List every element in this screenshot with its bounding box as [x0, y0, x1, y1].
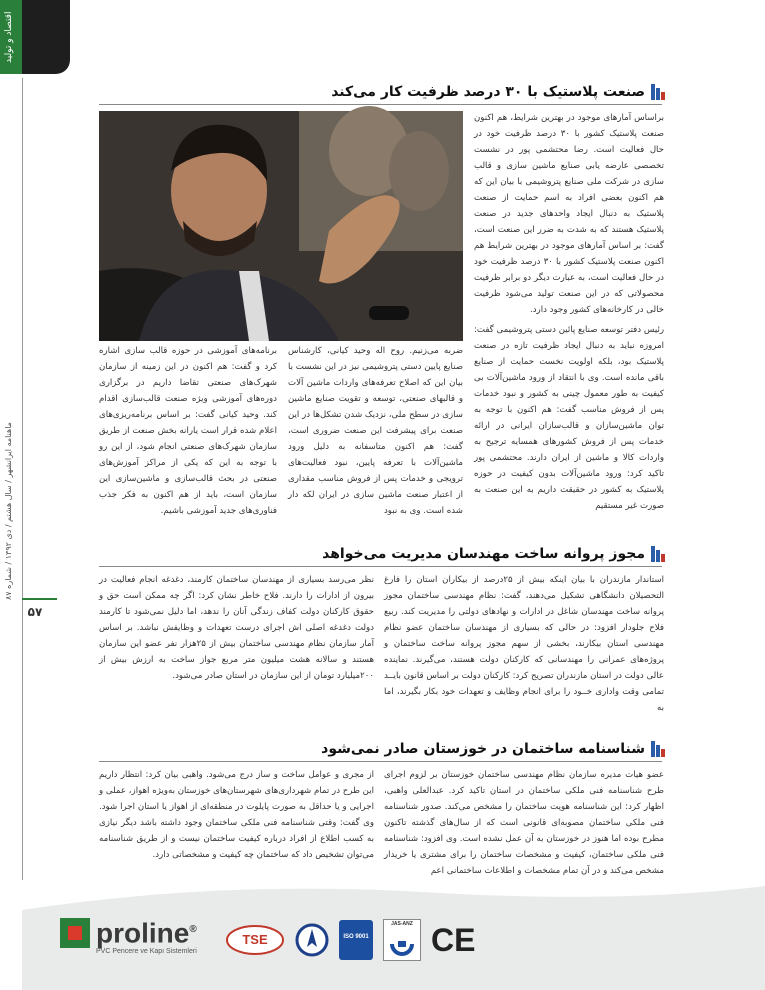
article3-title: شناسنامه ساختمان در خوزستان صادر نمی‌شود [321, 741, 645, 757]
section-tab [0, 0, 70, 74]
proline-logo [60, 912, 210, 968]
proline-brand: proline [96, 917, 190, 949]
article1-title-row [331, 84, 665, 100]
certification-logos [225, 910, 495, 970]
article3-column-right: عضو هیات مدیره سازمان نظام مهندسی ساختمان خوزستان بر لزوم اجرای طرح شناسنامه فنی ملکی ساختمان در استان تاکید کرد. عبدالعلی واهبی، اظهار کرد: این شناسنامه هویت ساختمان را مشخص می‌کند. صدور شناسنامه فنی ملکی ساختمان مصوبه‌ای قانونی است که از سال‌های گذشته تاکنون مطرح بوده اما هنوز در خوزستان به آن عمل نشده است. وی افزود: شناسنامه فنی ملکی ساختمان، کیفیت و مشخصات ساختمان را برای مشتری یا خریدار مشخص می‌کند و در آن تمام مشخصات و اطلاعات ساختمانی اعم [384, 770, 664, 876]
emblem-icon [295, 923, 329, 957]
sidebar-divider [22, 78, 23, 990]
article3-title-rule [99, 761, 662, 762]
article2-column-left: نظر می‌رسد بسیاری از مهندسان ساختمان کارمند، دغدغه انجام فعالیت در بیرون از ادارات را دارند. فلاح خاطر نشان کرد: اگر چه ممکن است حق و حقوق کارکنان دولت کفاف زندگی آنان را ندهد، اما دلیل نمی‌شود تا کارمند دولت دغدغه اصلی اش اجرای درست تعهدات و وظایفش نباشد. بر اساس آمار سازمان نظام مهندسی ساختمان بیش از ۲۵هزار نفر عضو این سازمان هستند و سالانه هشت میلیون متر مربع جواز ساخت به ارزش بیش از ۲۰۰میلیارد تومان از این سازمان در استان صادر می‌شود. [99, 575, 374, 681]
article1-title-rule [99, 104, 662, 105]
article3-title-row [321, 741, 665, 757]
footer-wave-decoration [22, 880, 765, 910]
issue-line: ماهنامه ایرانشهر / سال هشتم / دی ۱۳۹۲ / شماره ۸۷ [4, 422, 13, 600]
registered-mark: ® [189, 924, 197, 935]
article1-column-right-bottom: رئیس دفتر توسعه صنایع پائین دستی پتروشیمی گفت: امروزه نباید به دنبال ایجاد ظرفیت تازه در صنعت پلاستیک بود، بلکه اولویت نخست حمایت از صنایع باقی مانده است. وی با انتقاد از ورود ماشین‌آلات بی کیفیت به طور معمول چینی به کشور و نبود خدمات پس از فروش مناسب گفت: هم اکنون با توجه به توان ماشین‌سازان و قالب‌سازان ایرانی در ارائه خدمات پس از فروش کشورهای همسایه ترجیح به واردات کالا و ماشین از ایران دارند. محتشمی پور تاکید کرد: ورود ماشین‌آلات بدون کیفیت در حوزه پلاستیک به کشور در حقیقت داریم به این صنعت به صورت غیر مستقیم [474, 325, 664, 511]
article2-title-row [322, 546, 665, 562]
proline-logo-mark [60, 918, 90, 948]
jas-anz-logo: JAS-ANZ [383, 919, 421, 961]
article1-title: صنعت پلاستیک با ۳۰ درصد ظرفیت کار می‌کند [331, 84, 645, 100]
article1-column-left: برنامه‌های آموزشی در حوزه قالب سازی اشاره کرد و گفت: هم اکنون در این زمینه از سازمان شهرک‌های صنعتی تقاضا داریم در برگزاری دوره‌های آموزشی ویژه صنعت قالب‌سازی اقدام کند. وحید کیانی گفت: بر اساس برنامه‌ریزی‌های اعلام شده قرار است یارانه بخش صنعت از طریق سازمان شهرک‌های صنعتی انجام شود، از این رو با توجه به این که یکی از مراکز آموزش‌های صنعتی در بحث قالب‌سازی و ماشین‌سازی این سازمان است، باید از هم اکنون به فکر جذب فناوری‌های جدید آموزشی باشیم. [99, 346, 277, 516]
bar-chart-icon [651, 546, 665, 562]
article2-title-rule [99, 566, 662, 567]
section-tab-label: اقتصاد و تولید [4, 11, 14, 63]
bar-chart-icon [651, 84, 665, 100]
ce-mark: CE [431, 922, 476, 958]
page-number: ۵۷ [27, 605, 43, 619]
article2-title: مجوز پروانه ساخت مهندسان مدیریت می‌خواهد [322, 546, 645, 562]
proline-tagline: PVC Pencere ve Kapı Sistemleri [96, 948, 197, 955]
article1-photo [99, 111, 463, 341]
article1-column-right-top: براساس آمارهای موجود در بهترین شرایط، هم اکنون صنعت پلاستیک کشور با ۳۰ درصد ظرفیت خود در حال فعالیت است. رضا محتشمی پور در نشست تخصصی عارضه یابی صنایع ماشین سازی و قالب سازی در شرکت ملی صنایع پتروشیمی با بیان این که هم اکنون بعضی افراد به اسم حمایت از صنعت پلاستیک به دنبال ایجاد واحدهای جدید در صنعت پلاستیک هستند که به شدت به ضرر این صنعت است، گفت: بر اساس آمارهای موجود در بهترین شرایط هم اکنون صنعت پلاستیک کشور با ۳۰ درصد ظرفیت خود در حال فعالیت است، به عبارت دیگر دو برابر ظرفیت محصولاتی که در این صنعت تولید می‌شود ظرفیت خالی در کارخانه‌های کشور وجود دارد. [474, 113, 664, 315]
bar-chart-icon [651, 741, 665, 757]
iso-logo: ISO 9001 [339, 920, 373, 960]
article3-column-left: از مجری و عوامل ساخت و ساز درج می‌شود. واهبی بیان کرد: انتظار داریم این طرح در تمام شهرداری‌های شهرستان‌های خوزستان به‌ویژه اهواز، عملی و اجرایی و یا حداقل به صورت پایلوت در منطقه‌ای از اهواز یا استان اجرا شود. وی گفت: وقتی شناسنامه فنی ملکی ساختمان وجود داشته باشد دیگر نیازی به کسب اطلاع از افراد درباره کیفیت ساختمان نیست و از طریق شناسنامه می‌توان تشخیص داد که ساختمان چه کیفیت و مشخصاتی دارد. [99, 770, 374, 860]
article1-column-middle: ضربه می‌زنیم. روح اله وحید کیانی، کارشناس صنایع پایین دستی پتروشیمی نیز در این نشست با بیان این که اصلاح تعرفه‌های واردات ماشین آلات و قالبهای صنعتی، توسعه و تقویت صنایع ماشین سازی در سطح ملی، نزدیک شدن تشکل‌ها در این صنعت برای پیشرفت این صنعت ضروری است، گفت: هم اکنون متاسفانه به دلیل ورود ماشین‌آلات با تعرفه پایین، نبود فعالیت‌های ترویجی و خدمات پس از فروش مناسب مقداری از اعتبار صنعت ماشین سازی در ایران لکه دار شده است. وی به نبود [288, 346, 463, 516]
speaker-photo-illustration [99, 111, 463, 341]
tse-logo: TSE [225, 923, 285, 957]
article2-column-right: استاندار مازندران با بیان اینکه بیش از ۲۵درصد از بیکاران استان را فارغ التحصیلان دانشگاهی تشکیل می‌دهند، گفت: نظام مهندسی ساختمان مجوز پروانه ساخت مهندسان شاغل در ادارات و نهادهای دولتی را مدیریت کند. ربیع فلاح جلودار افزود: در حالی که بسیاری از مهندسان ساختمان عضو نظام مهندسی استان بیکارند، بخشی از سهم مجوز پروانه ساخت ساختمان و پروژه‌های عمرانی را مهندسانی که کارکنان دولت هستند، می‌گیرند. نماینده عالی دولت در استان مازندران تصریح کرد: کارکنان دولت بر اساس قانون بایــد تمامی وقت واداری خــود را برای انجام وظایف و تعهدات خود بکار بگیرند، اما به [384, 575, 664, 713]
